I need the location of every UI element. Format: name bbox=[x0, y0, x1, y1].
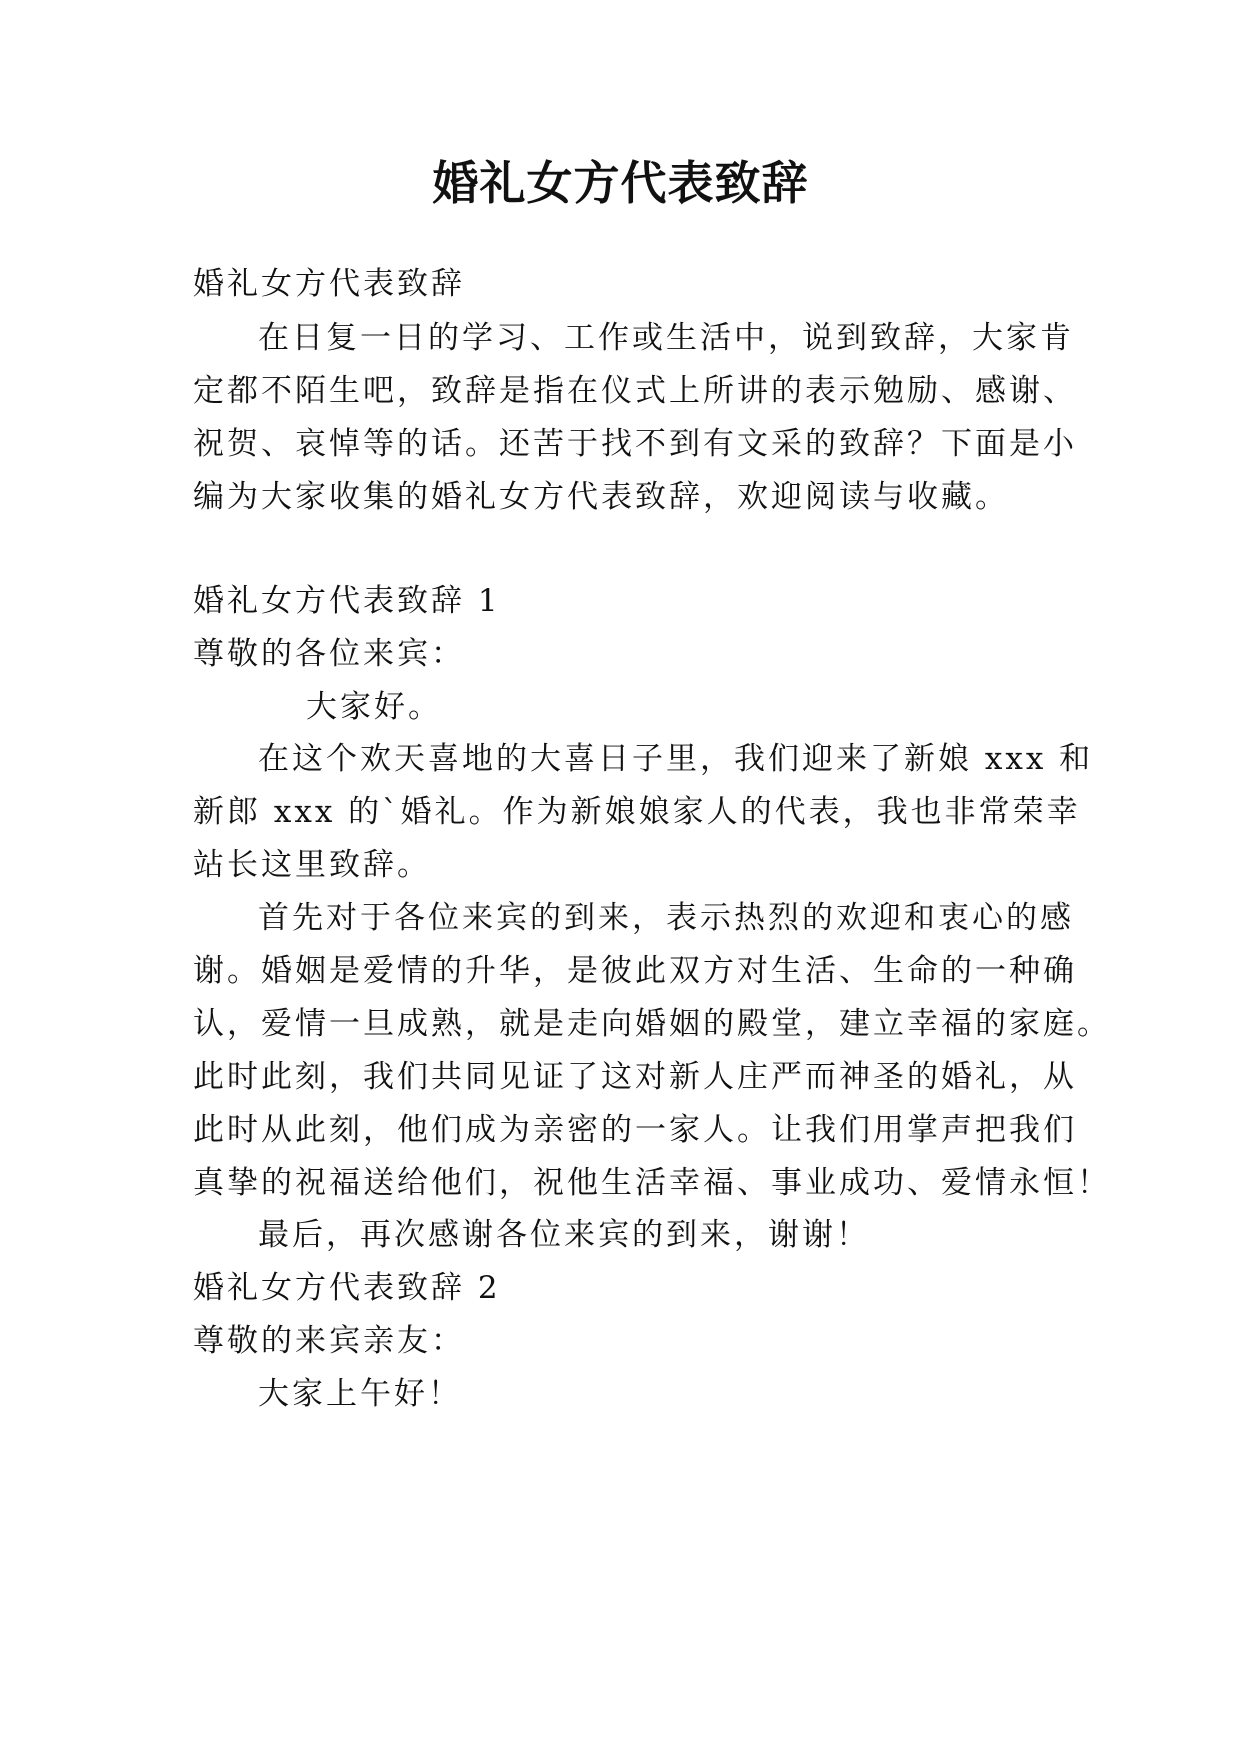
speech1-salutation: 尊敬的各位来宾： bbox=[193, 636, 465, 672]
speech1-para2-line: 首先对于各位来宾的到来，表示热烈的欢迎和衷心的感 bbox=[258, 900, 1074, 936]
speech1-para2-line: 此时此刻，我们共同见证了这对新人庄严而神圣的婚礼，从 bbox=[193, 1059, 1077, 1095]
speech2-greeting: 大家上午好！ bbox=[258, 1376, 462, 1412]
intro-line: 在日复一日的学习、工作或生活中，说到致辞，大家肯 bbox=[258, 320, 1074, 356]
speech2-salutation: 尊敬的来宾亲友： bbox=[193, 1323, 465, 1359]
speech2-heading: 婚礼女方代表致辞 2 bbox=[193, 1270, 501, 1306]
speech1-greeting: 大家好。 bbox=[306, 689, 442, 725]
speech1-closing: 最后，再次感谢各位来宾的到来，谢谢！ bbox=[258, 1217, 870, 1253]
speech1-para2-line: 认，爱情一旦成熟，就是走向婚姻的殿堂，建立幸福的家庭。 bbox=[193, 1006, 1111, 1042]
speech1-para1-line: 在这个欢天喜地的大喜日子里，我们迎来了新娘 xxx 和 bbox=[258, 741, 1094, 777]
intro-line: 祝贺、哀悼等的话。还苦于找不到有文采的致辞？下面是小 bbox=[193, 426, 1077, 462]
speech1-para2-line: 谢。婚姻是爱情的升华，是彼此双方对生活、生命的一种确 bbox=[193, 953, 1077, 989]
intro-line: 编为大家收集的婚礼女方代表致辞，欢迎阅读与收藏。 bbox=[193, 479, 1009, 515]
speech1-heading: 婚礼女方代表致辞 1 bbox=[193, 583, 501, 619]
speech1-para2-line: 真挚的祝福送给他们，祝他生活幸福、事业成功、爱情永恒！ bbox=[193, 1165, 1111, 1201]
speech1-para2-line: 此时从此刻，他们成为亲密的一家人。让我们用掌声把我们 bbox=[193, 1112, 1077, 1148]
speech1-para1-line: 新郎 xxx 的`婚礼。作为新娘娘家人的代表，我也非常荣幸 bbox=[193, 794, 1081, 830]
document-title: 婚礼女方代表致辞 bbox=[432, 156, 809, 210]
intro-line: 定都不陌生吧，致辞是指在仪式上所讲的表示勉励、感谢、 bbox=[193, 373, 1077, 409]
document-subtitle: 婚礼女方代表致辞 bbox=[193, 266, 465, 302]
speech1-para1-line: 站长这里致辞。 bbox=[193, 847, 431, 883]
